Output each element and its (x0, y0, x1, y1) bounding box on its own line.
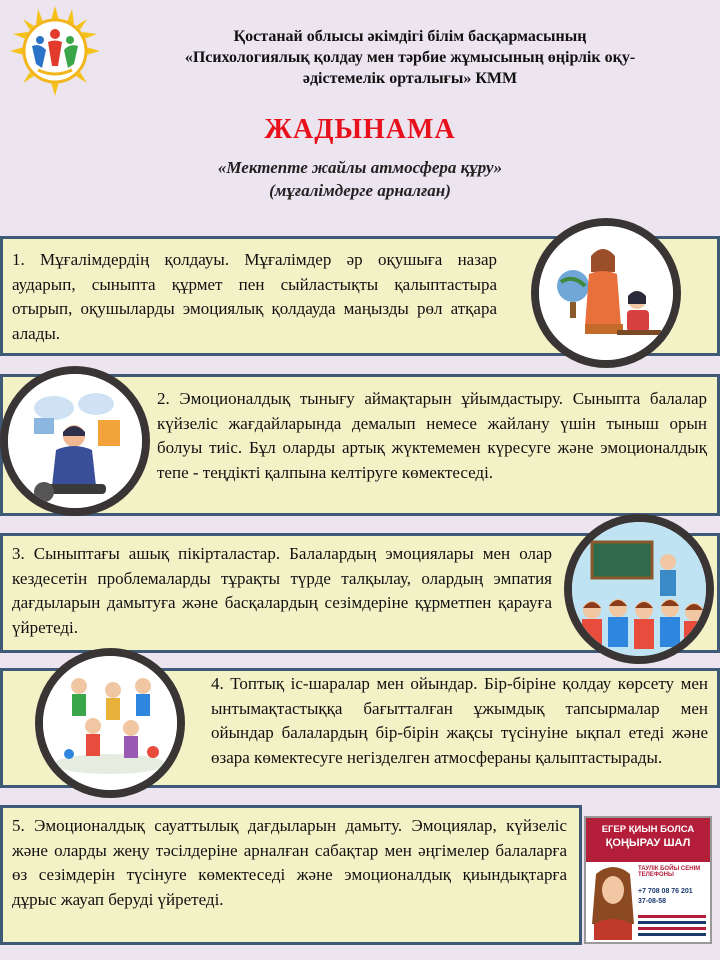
org-line-3: әдістемелік орталығы» КММ (302, 70, 518, 87)
children-playing-illustration (35, 648, 185, 798)
subtitle-line-2: (мұғалімдерге арналған) (269, 181, 451, 200)
org-logo-icon (10, 6, 100, 96)
org-line-2: «Психологиялық қолдау мен тәрбие жұмысының өңірлік оқу- (184, 49, 636, 66)
stressed-person-illustration (0, 366, 150, 516)
teacher-helping-student-illustration (531, 218, 681, 368)
tip-text-4: 4. Топтық іс-шаралар мен ойындар. Бір-біріне қолдау көрсету мен ынтымақтастыққа бағытталған ұжымдық тапсырмалар мен ойындар балалардың бір-бірін жақсы түсінуіне ықпал етеді және өзара көмектесуге негізделген атмосфераны қалыптастырады. (211, 674, 708, 767)
tip-text-1: 1. Мұғалімдердің қолдауы. Мұғалімдер әр оқушыға назар аударып, сыныпта құрмет пен сыйластықты қалыптастыра отырып, оқушыларды эмоциялық қолдауда маңызды рөл атқара алады. (12, 250, 497, 343)
poster-text-lines (638, 912, 706, 939)
subtitle-line-1: «Мектепте жайлы атмосфера құру» (217, 158, 503, 177)
poster-headline-1: ЕГЕР ҚИЫН БОЛСА (601, 824, 695, 835)
organization-name (120, 26, 700, 89)
tip-text-3: 3. Сыныптағы ашық пікірталастар. Балалардың эмоциялары мен олар кездесетін проблемаларды тұрақты түрде талқылау, олардың эмпатия дағдыларын дамытуға және басқалардың сезімдеріне құрметпен қарауға үйретеді. (12, 544, 552, 637)
poster-phone-2: 37-08-58 (638, 898, 667, 905)
tip-text-2: 2. Эмоционалдық тынығу аймақтарын ұйымдастыру. Сыныпта балалар күйзеліс жағдайларында демалып немесе жайлану үшін тыныш орын болуы тиіс. Бұл оларды артық жүктемемен күресуге және эмоционалдық тепе - теңдікті қалпына келтіруге көмектеседі. (157, 389, 707, 482)
poster-header (586, 818, 710, 862)
poster-phone-1: +7 708 08 76 201 (638, 888, 693, 895)
tip-text-5: 5. Эмоционалдық сауаттылық дағдыларын дамыту. Эмоциялар, күйзеліс және оларды жеңу тәсілдеріне арналған сабақтар мен әңгімелер балаларға өз сезімдерін түсінуге көмектеседі және эмоционалдық қиындықтарға дұрыс жауап беруді үйретеді. (12, 816, 567, 909)
org-line-1: Қостанай облысы әкімдігі білім басқармасының (233, 28, 587, 45)
page-subtitle (0, 156, 720, 202)
helpline-poster (584, 816, 712, 944)
poster-label: ТАУЛІК БОЙЫ СЕНІМ ТЕЛЕФОНЫ (638, 866, 701, 878)
girl-portrait-icon (590, 864, 636, 940)
poster-headline-2: ҚОҢЫРАУ ШАЛ (605, 837, 691, 849)
page-title: ЖАДЫНАМА (264, 114, 456, 145)
classroom-discussion-illustration (564, 514, 714, 664)
